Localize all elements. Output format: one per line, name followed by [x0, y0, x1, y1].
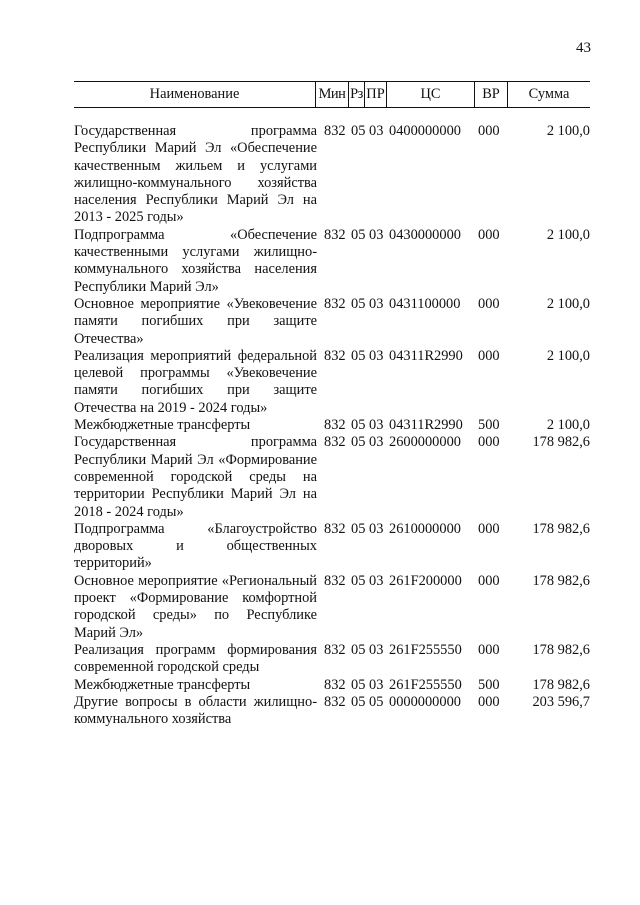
cell-expense-type: 000 — [478, 123, 500, 139]
cell-ministry: 832 — [324, 676, 346, 693]
header-expense-type: ВР — [475, 82, 508, 107]
cell-target-article: 261F255550 — [389, 641, 462, 658]
table-row — [74, 521, 590, 573]
cell-subsection: 03 — [369, 295, 384, 312]
cell-expense-type: 000 — [478, 641, 500, 658]
cell-section: 05 — [351, 641, 366, 658]
cell-name: Реализация мероприятий федеральной целевой программы «Увековечение памяти погибших при защите Отечества на 2019 - 2024 годы» — [74, 347, 317, 416]
cell-name: Реализация программ формирования современной городской среды — [74, 641, 317, 676]
cell-ministry: 832 — [324, 520, 346, 537]
table-row — [74, 642, 590, 677]
cell-amount: 178 982,6 — [532, 676, 590, 693]
cell-expense-type: 500 — [478, 676, 500, 693]
cell-section: 05 — [351, 520, 366, 537]
cell-subsection: 03 — [369, 572, 384, 589]
cell-target-article: 04311R2990 — [389, 347, 463, 364]
cell-subsection: 03 — [369, 676, 384, 693]
cell-name: Основное мероприятие «Региональный проект «Формирование комфортной городской среды» по Республике Марий Эл» — [74, 572, 317, 641]
cell-amount: 2 100,0 — [546, 226, 590, 243]
page-number: 43 — [576, 40, 591, 56]
cell-section: 05 — [351, 295, 366, 312]
cell-section: 05 — [351, 123, 366, 139]
cell-name: Государственная программа Республики Марий Эл «Обеспечение качественным жильем и услугами жилищно-коммунального хозяйства населения Республики Марий Эл на 2013 - 2025 годы» — [74, 123, 317, 226]
cell-amount: 2 100,0 — [546, 347, 590, 364]
cell-target-article: 04311R2990 — [389, 417, 463, 434]
cell-subsection: 03 — [369, 226, 384, 243]
cell-ministry: 832 — [324, 226, 346, 243]
header-name: Наименование — [74, 82, 316, 107]
cell-amount: 2 100,0 — [546, 417, 590, 434]
table-row — [74, 694, 590, 729]
cell-target-article: 2610000000 — [389, 520, 461, 537]
cell-ministry: 832 — [324, 641, 346, 658]
cell-amount: 178 982,6 — [532, 641, 590, 658]
cell-ministry: 832 — [324, 693, 346, 710]
cell-name: Подпрограмма «Благоустройство дворовых и общественных территорий» — [74, 520, 317, 572]
header-amount: Сумма — [528, 86, 570, 102]
table-body — [74, 123, 590, 728]
table-row — [74, 227, 590, 296]
cell-section: 05 — [351, 226, 366, 243]
cell-amount: 2 100,0 — [546, 295, 590, 312]
cell-ministry: 832 — [324, 347, 346, 364]
cell-expense-type: 000 — [478, 572, 500, 589]
cell-section: 05 — [351, 434, 366, 451]
cell-target-article: 0431100000 — [389, 295, 461, 312]
cell-name: Основное мероприятие «Увековечение памяти погибших при защите Отечества» — [74, 295, 317, 347]
cell-name: Другие вопросы в области жилищно-коммунального хозяйства — [74, 693, 317, 728]
cell-subsection: 03 — [369, 347, 384, 364]
cell-expense-type: 000 — [478, 226, 500, 243]
cell-subsection: 03 — [369, 123, 384, 139]
cell-name: Подпрограмма «Обеспечение качественными услугами жилищно-коммунального хозяйства населения Республики Марий Эл» — [74, 226, 317, 295]
cell-subsection: 03 — [369, 417, 384, 434]
cell-name: Межбюджетные трансферты — [74, 417, 251, 434]
cell-amount: 178 982,6 — [532, 434, 590, 451]
header-subsection: ПР — [365, 82, 387, 107]
cell-name: Межбюджетные трансферты — [74, 676, 251, 693]
cell-section: 05 — [351, 676, 366, 693]
cell-target-article: 0000000000 — [389, 693, 461, 710]
budget-table — [74, 81, 590, 728]
cell-subsection: 05 — [369, 693, 384, 710]
cell-subsection: 03 — [369, 434, 384, 451]
cell-target-article: 2600000000 — [389, 434, 461, 451]
cell-amount: 203 596,7 — [532, 693, 590, 710]
cell-subsection: 03 — [369, 520, 384, 537]
cell-ministry: 832 — [324, 417, 346, 434]
cell-target-article: 261F200000 — [389, 572, 462, 589]
cell-subsection: 03 — [369, 641, 384, 658]
header-section: Рз — [349, 82, 365, 107]
cell-expense-type: 500 — [478, 417, 500, 434]
cell-name: Государственная программа Республики Марий Эл «Формирование современной городской среды на территории Республики Марий Эл на 2018 - 2024 годы» — [74, 434, 317, 520]
table-row — [74, 573, 590, 642]
cell-amount: 178 982,6 — [532, 572, 590, 589]
cell-section: 05 — [351, 417, 366, 434]
table-row — [74, 677, 590, 694]
cell-expense-type: 000 — [478, 693, 500, 710]
header-ministry: Мин — [316, 82, 349, 107]
table-row — [74, 348, 590, 417]
header-target-article: ЦС — [387, 82, 475, 107]
table-row — [74, 417, 590, 434]
cell-target-article: 261F255550 — [389, 676, 462, 693]
cell-amount: 178 982,6 — [532, 520, 590, 537]
cell-expense-type: 000 — [478, 520, 500, 537]
cell-ministry: 832 — [324, 572, 346, 589]
cell-amount: 2 100,0 — [546, 123, 590, 139]
table-row — [74, 434, 590, 520]
cell-target-article: 0430000000 — [389, 226, 461, 243]
table-row — [74, 123, 590, 227]
cell-section: 05 — [351, 693, 366, 710]
table-header — [74, 81, 590, 108]
cell-target-article: 0400000000 — [389, 123, 461, 139]
cell-expense-type: 000 — [478, 347, 500, 364]
cell-expense-type: 000 — [478, 434, 500, 451]
cell-expense-type: 000 — [478, 295, 500, 312]
cell-section: 05 — [351, 347, 366, 364]
cell-ministry: 832 — [324, 295, 346, 312]
cell-ministry: 832 — [324, 123, 346, 139]
cell-ministry: 832 — [324, 434, 346, 451]
cell-section: 05 — [351, 572, 366, 589]
table-row — [74, 296, 590, 348]
